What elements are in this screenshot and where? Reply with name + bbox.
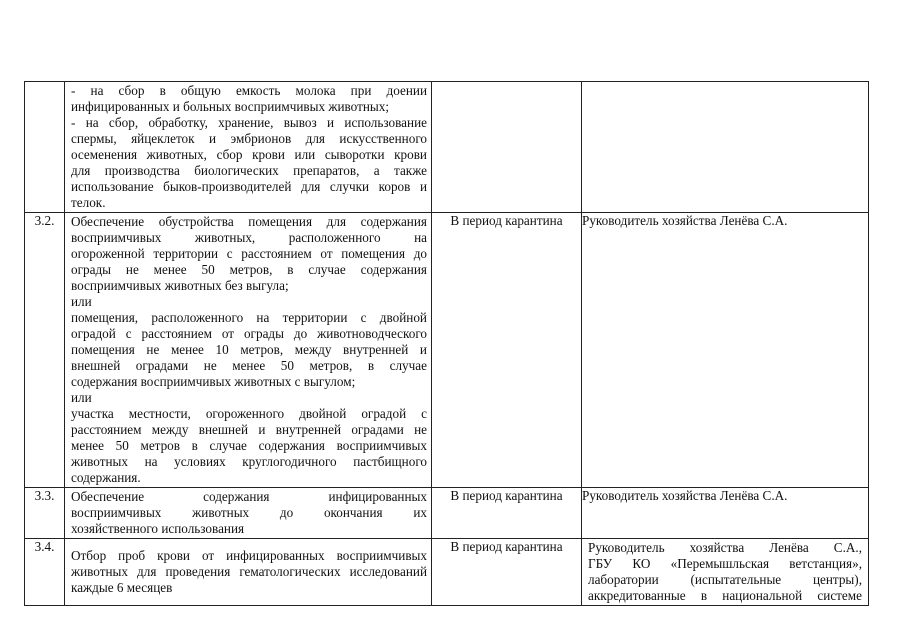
measure-text-line: восприимчивых животных, расположенного на xyxy=(71,230,427,245)
measure-cell xyxy=(65,82,432,213)
period-cell xyxy=(432,82,582,213)
row-number-cell: 3.4. xyxy=(25,539,65,606)
measure-text-line: хозяйственного использования xyxy=(71,521,245,536)
responsible-text-line: ГБУ КО «Перемышльская ветстанция», xyxy=(588,556,862,571)
measure-text-line: животных на условиях круглогодичного пастбищного xyxy=(71,454,427,469)
measure-text-line: телок. xyxy=(71,195,106,210)
measure-text-line: Отбор проб крови от инфицированных восприимчивых xyxy=(71,548,427,563)
measure-text-line: - на сбор, обработку, хранение, вывоз и использование xyxy=(71,115,427,130)
responsible-cell: Руководитель хозяйства Ленёва С.А. xyxy=(582,213,869,488)
measure-text-line: спермы, яйцеклеток и эмбрионов для искусственного xyxy=(71,131,427,146)
period-cell: В период карантина xyxy=(432,213,582,488)
measure-text-line: или xyxy=(71,294,92,309)
measure-text-line: использование быков-производителей для случки коров и xyxy=(71,179,427,194)
period-cell: В период карантина xyxy=(432,488,582,539)
measure-text-line: - на сбор в общую емкость молока при доении xyxy=(71,83,427,98)
measure-text-line: помещения не менее 10 метров, между внутренней и xyxy=(71,342,427,357)
responsible-cell xyxy=(582,82,869,213)
responsible-text-line: аккредитованные в национальной системе xyxy=(588,588,862,603)
measure-text-line: восприимчивых животных до окончания их xyxy=(71,505,427,520)
measure-cell xyxy=(65,488,432,539)
measure-text-line: Обеспечение обустройства помещения для содержания xyxy=(71,214,427,229)
measure-text-line: восприимчивых животных без выгула; xyxy=(71,278,289,293)
responsible-cell: Руководитель хозяйства Ленёва С.А. xyxy=(582,488,869,539)
measure-text-line: для производства биологических препаратов, а также xyxy=(71,163,427,178)
measure-text-line: огороженной территории с расстоянием от помещения до xyxy=(71,246,427,261)
measure-cell xyxy=(65,213,432,488)
row-number-cell: 3.3. xyxy=(25,488,65,539)
measure-text-line: расстоянием между внешней и внутренней оградами не xyxy=(71,422,427,437)
measure-text-line: ограды не менее 50 метров, в случае содержания xyxy=(71,262,427,277)
measure-text-line: каждые 6 месяцев xyxy=(71,580,173,595)
measure-text-line: участка местности, огороженного двойной оградой с xyxy=(71,406,427,421)
measure-text-line: или xyxy=(71,390,92,405)
period-cell: В период карантина xyxy=(432,539,582,606)
responsible-cell xyxy=(582,539,869,606)
responsible-text-line: Руководитель хозяйства Ленёва С.А., xyxy=(588,540,862,555)
measure-text-line: инфицированных и больных восприимчивых животных; xyxy=(71,99,390,114)
measure-text-line: содержания восприимчивых животных с выгулом; xyxy=(71,374,356,389)
measure-text-line: менее 50 метров в случае содержания восприимчивых xyxy=(71,438,427,453)
table-row xyxy=(25,82,869,213)
row-number-cell xyxy=(25,82,65,213)
measure-text-line: внешней оградами не менее 50 метров, в случае xyxy=(71,358,427,373)
plan-table xyxy=(24,81,869,606)
row-number-cell: 3.2. xyxy=(25,213,65,488)
measure-text-line: осеменения животных, сбор крови или сыворотки крови xyxy=(71,147,427,162)
table-row xyxy=(25,213,869,488)
measure-text-line: содержания. xyxy=(71,470,141,485)
measure-cell xyxy=(65,539,432,606)
measure-text-line: животных для проведения гематологических исследований xyxy=(71,564,427,579)
responsible-text-line: лаборатории (испытательные центры), xyxy=(588,572,862,587)
measure-text-line: Обеспечение содержания инфицированных xyxy=(71,489,427,504)
table-row xyxy=(25,539,869,606)
measure-text-line: оградой с расстоянием от ограды до животноводческого xyxy=(71,326,427,341)
measure-text-line: помещения, расположенного на территории с двойной xyxy=(71,310,427,325)
table-row xyxy=(25,488,869,539)
